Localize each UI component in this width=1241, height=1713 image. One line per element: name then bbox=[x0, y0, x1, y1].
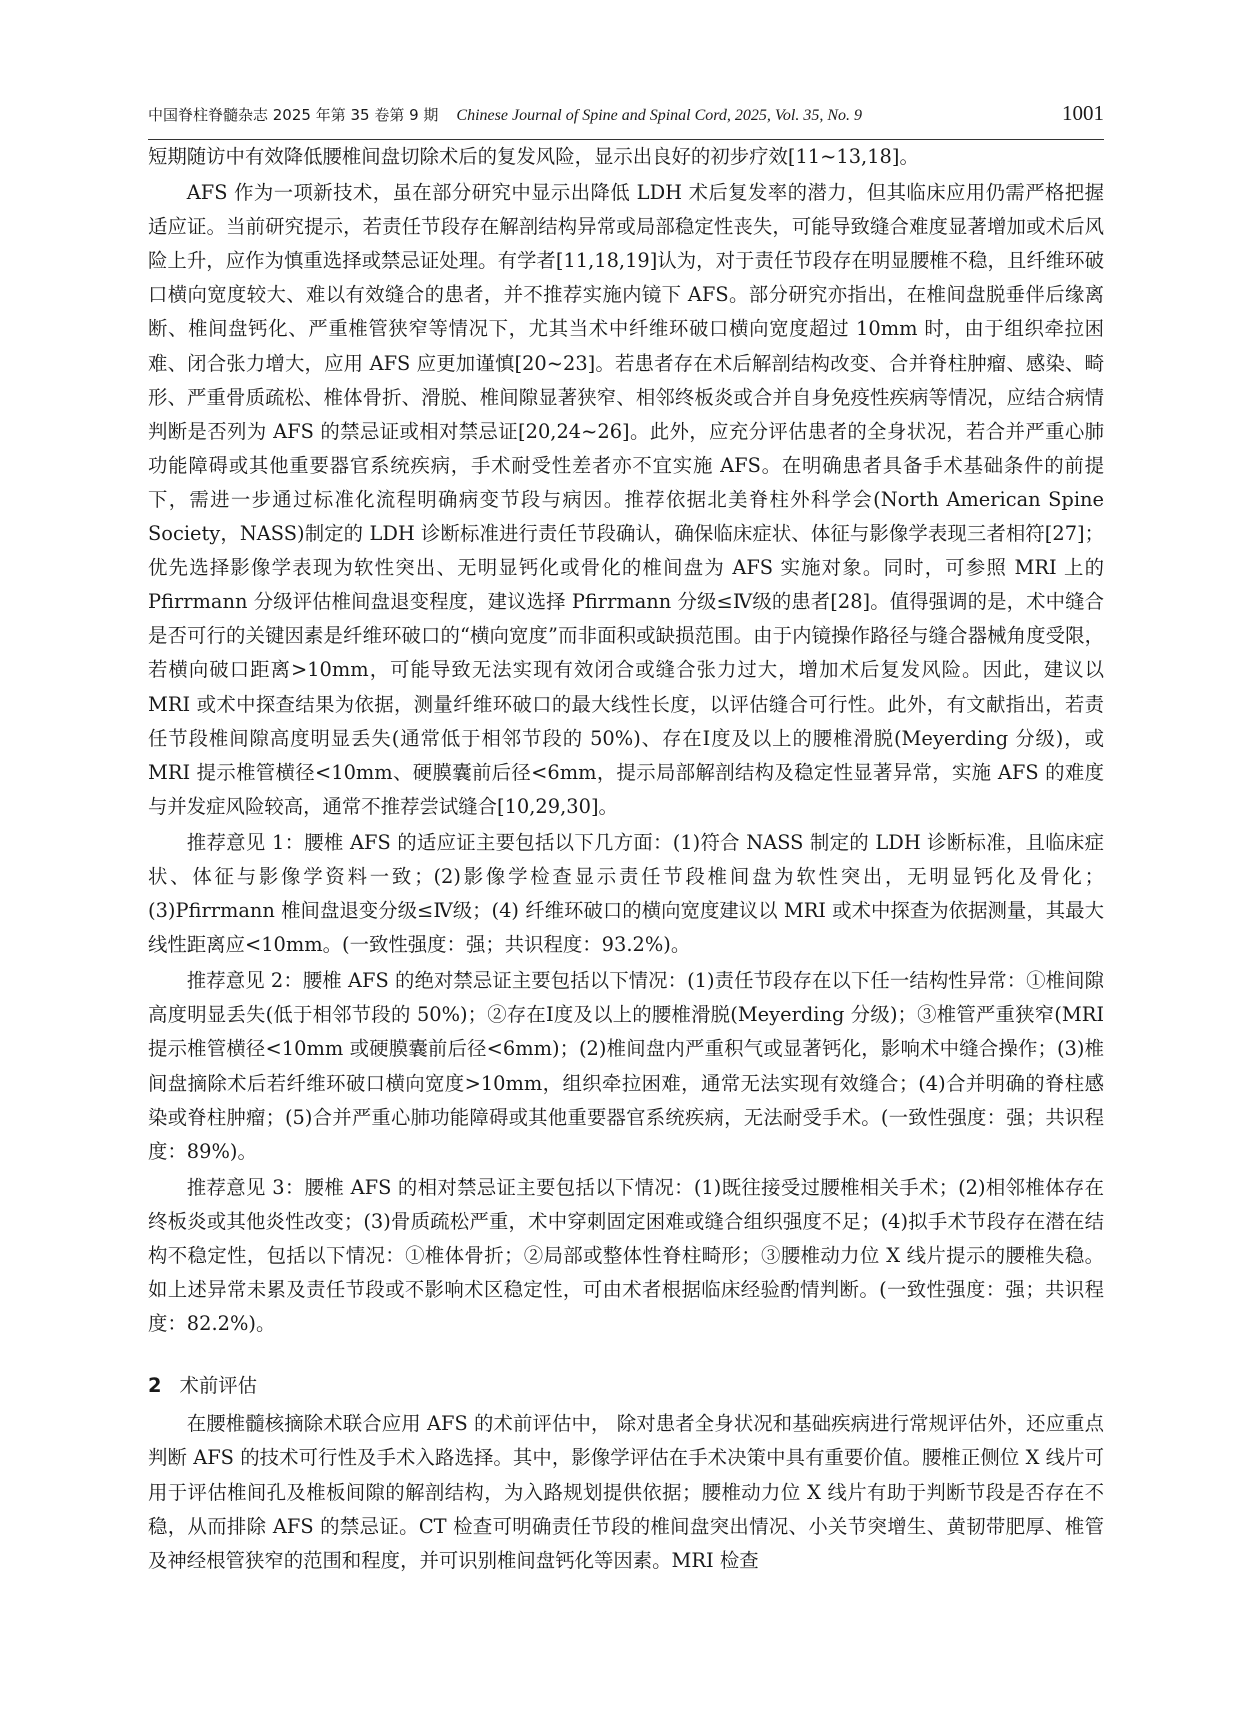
section-title: 术前评估 bbox=[179, 1374, 258, 1398]
recommendation-3: 推荐意见 3：腰椎 AFS 的相对禁忌证主要包括以下情况：(1)既往接受过腰椎相关手术；(2)相邻椎体存在终板炎或其他炎性改变；(3)骨质疏松严重，术中穿刺固定困难或缝合组织强度不足；(4)拟手术节段存在潜在结构不稳定性，包括以下情况：①椎体骨折；②局部或整体性脊柱畸形；③腰椎动力位 X 线片提示的腰椎失稳。如上述异常未累及责任节段或不影响术区稳定性，可由术者根据临床经验酌情判断。(一致性强度：强；共识程度：82.2%)。 bbox=[148, 1175, 1104, 1336]
journal-title-en: Chinese Journal of Spine and Spinal Cord, 2025, Vol. 35, No. 9 bbox=[456, 107, 863, 124]
recommendation-1: 推荐意见 1：腰椎 AFS 的适应证主要包括以下几方面：(1)符合 NASS 制定的 LDH 诊断标准，且临床症状、体征与影像学资料一致；(2)影像学检查显示责任节段椎间盘为软性突出，无明显钙化及骨化；(3)Pfirrmann 椎间盘退变分级≤Ⅳ级；(4) 纤维环破口的横向宽度建议以 MRI 或术中探查为依据测量，其最大线性距离应<10mm。(一致性强度：强；共识程度：93.2%)。 bbox=[148, 830, 1104, 957]
page-number: 1001 bbox=[1062, 101, 1104, 125]
body-paragraph: 短期随访中有效降低腰椎间盘切除术后的复发风险，显示出良好的初步疗效[11~13,18]。 bbox=[148, 145, 919, 168]
body-paragraph: AFS 作为一项新技术，虽在部分研究中显示出降低 LDH 术后复发率的潜力，但其临床应用仍需严格把握适应证。当前研究提示，若责任节段存在解剖结构异常或局部稳定性丧失，可能导致缝合难度显著增加或术后风险上升，应作为慎重选择或禁忌证处理。有学者[11,18,19]认为，对于责任节段存在明显腰椎不稳，且纤维环破口横向宽度较大、难以有效缝合的患者，并不推荐实施内镜下 AFS。部分研究亦指出，在椎间盘脱垂伴后缘离断、椎间盘钙化、严重椎管狭窄等情况下，尤其当术中纤维环破口横向宽度超过 10mm 时，由于组织牵拉困难、闭合张力增大，应用 AFS 应更加谨慎[20~23]。若患者存在术后解剖结构改变、合并脊柱肿瘤、感染、畸形、严重骨质疏松、椎体骨折、滑脱、椎间隙显著狭窄、相邻终板炎或合并自身免疫性疾病等情况，应结合病情判断是否列为 AFS 的禁忌证或相对禁忌证[20,24~26]。此外，应充分评估患者的全身状况，若合并严重心肺功能障碍或其他重要器官系统疾病，手术耐受性差者亦不宜实施 AFS。在明确患者具备手术基础条件的前提下，需进一步通过标准化流程明确病变节段与病因。推荐依据北美脊柱外科学会(North American Spine Society，NASS)制定的 LDH 诊断标准进行责任节段确认，确保临床症状、体征与影像学表现三者相符[27]；优先选择影像学表现为软性突出、无明显钙化或骨化的椎间盘为 AFS 实施对象。同时，可参照 MRI 上的 Pfirrmann 分级评估椎间盘退变程度，建议选择 Pfirrmann 分级≤Ⅳ级的患者[28]。值得强调的是，术中缝合是否可行的关键因素是纤维环破口的“横向宽度”而非面积或缺损范围。由于内镜操作路径与缝合器械角度受限，若横向破口距离>10mm，可能导致无法实现有效闭合或缝合张力过大，增加术后复发风险。因此，建议以 MRI 或术中探查结果为依据，测量纤维环破口的最大线性长度，以评估缝合可行性。此外，有文献指出，若责任节段椎间隙高度明显丢失(通常低于相邻节段的 50%)、存在Ⅰ度及以上的腰椎滑脱(Meyerding 分级)，或 MRI 提示椎管横径<10mm、硬膜囊前后径<6mm，提示局部解剖结构及稳定性显著异常，实施 AFS 的难度与并发症风险较高，通常不推荐尝试缝合[10,29,30]。 bbox=[148, 181, 1104, 818]
running-header bbox=[148, 101, 1104, 140]
article-body bbox=[148, 140, 1104, 1580]
section-number: 2 bbox=[148, 1374, 162, 1398]
recommendation-2: 推荐意见 2：腰椎 AFS 的绝对禁忌证主要包括以下情况：(1)责任节段存在以下任一结构性异常：①椎间隙高度明显丢失(低于相邻节段的 50%)；②存在Ⅰ度及以上的腰椎滑脱(Meyerding 分级)；③椎管严重狭窄(MRI 提示椎管横径<10mm 或硬膜囊前后径<6mm)；(2)椎间盘内严重积气或显著钙化，影响术中缝合操作；(3)椎间盘摘除术后若纤维环破口横向宽度>10mm，组织牵拉困难，通常无法实现有效缝合；(4)合并明确的脊柱感染或脊柱肿瘤；(5)合并严重心肺功能障碍或其他重要器官系统疾病，无法耐受手术。(一致性强度：强；共识程度：89%)。 bbox=[148, 969, 1104, 1163]
body-paragraph: 在腰椎髓核摘除术联合应用 AFS 的术前评估中， 除对患者全身状况和基础疾病进行常规评估外，还应重点判断 AFS 的技术可行性及手术入路选择。其中，影像学评估在手术决策中具有重要价值。腰椎正侧位 X 线片可用于评估椎间孔及椎板间隙的解剖结构，为入路规划提供依据；腰椎动力位 X 线片有助于判断节段是否存在不稳，从而排除 AFS 的禁忌证。CT 检查可明确责任节段的椎间盘突出情况、小关节突增生、黄韧带肥厚、椎管及神经根管狭窄的范围和程度，并可识别椎间盘钙化等因素。MRI 检查 bbox=[148, 1412, 1104, 1572]
journal-title-cn: 中国脊柱脊髓杂志 2025 年第 35 卷第 9 期 bbox=[148, 106, 439, 124]
section-heading bbox=[148, 1369, 1104, 1403]
